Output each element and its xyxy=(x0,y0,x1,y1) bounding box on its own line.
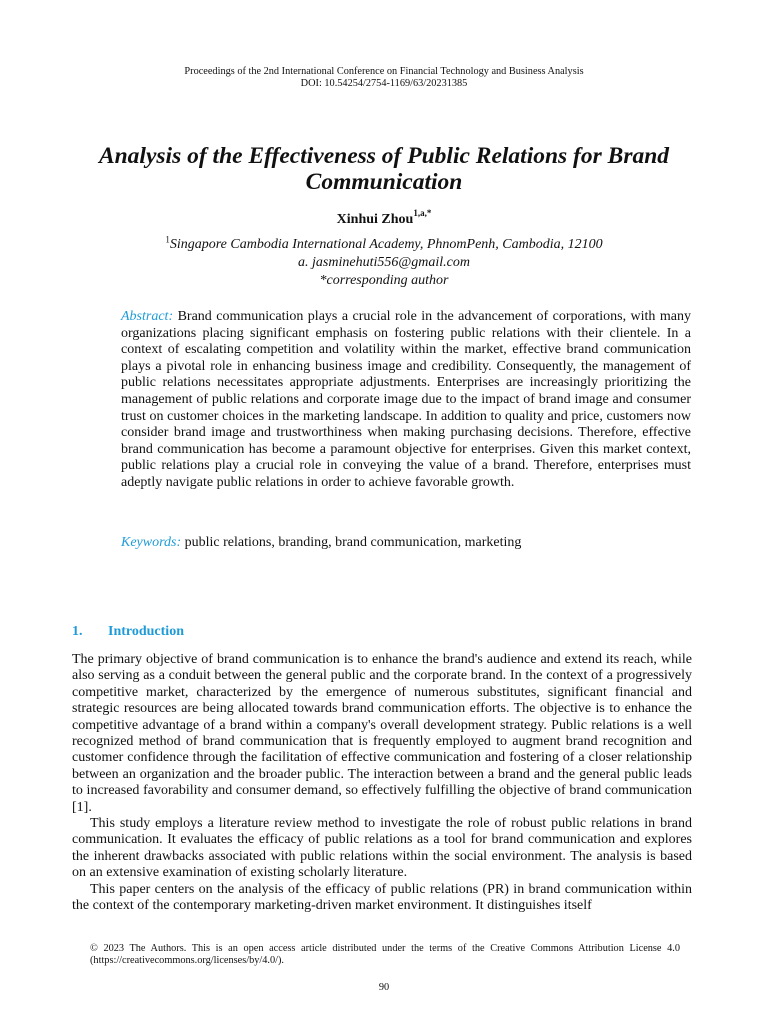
section-title: Introduction xyxy=(108,624,184,639)
abstract-text: Brand communication plays a crucial role in the advancement of corporations, with many organizations placing significant emphasis on fostering public relations with their clientele. In a context of escalating competition and volatility within the market, effective brand communication plays a pivotal role in enhancing business image and credibility. Consequently, the management of public relations necessitates appropriate adjustments. Enterprises are increasingly prioritizing the management of public relations and corporate image due to the impact of brand image and consumer trust on customer choices in the marketing landscape. In addition to quality and price, customers now consider brand image and trustworthiness when making purchasing decisions. Therefore, effective brand communication has become a paramount objective for enterprises. Given this market context, public relations play a crucial role in conveying the value of a brand. Therefore, enterprises must adeptly navigate public relations in order to achieve favorable growth. xyxy=(121,309,691,490)
section-body xyxy=(72,652,692,915)
author-email: a. jasminehuti556@gmail.com xyxy=(298,255,470,270)
paragraph: This study employs a literature review method to investigate the role of robust public relations in brand communication. It evaluates the efficacy of public relations as a tool for brand communication and explores the inherent drawbacks associated with public relations within the social environment. The analysis is based on an extensive examination of existing scholarly literature. xyxy=(72,816,692,881)
affiliation-superscript: 1 xyxy=(165,234,170,245)
author-superscript: 1,a,* xyxy=(413,208,432,219)
license-notice: © 2023 The Authors. This is an open access article distributed under the terms of the Creative Commons Attribution License 4.0 (https://creativecommons.org/licenses/by/4.0/). xyxy=(90,943,680,966)
author-line xyxy=(0,208,768,228)
paragraph: This paper centers on the analysis of the efficacy of public relations (PR) in brand communication within the context of the contemporary marketing-driven market environment. It distinguishes itself xyxy=(72,881,692,914)
paragraph: The primary objective of brand communication is to enhance the brand's audience and extend its reach, while also serving as a conduit between the general public and the corporate brand. In the context of a progressively competitive market, characterized by the emergence of numerous substitutes, significant financial and strategic resources are being allocated towards brand communication efforts. The objective is to enhance the competitive advantage of a brand within a company's overall development strategy. Public relations is a well recognized method of brand communication that is frequently employed to augment brand recognition and customer confidence through the facilitation of effective communication and fostering of a closer relationship between an organization and the broader public. The interaction between a brand and the general public leads to increased favorability and consumer demand, so effectively fulfilling the objective of brand communication [1]. xyxy=(72,652,692,815)
abstract-label: Abstract: xyxy=(121,309,174,324)
section-number: 1. xyxy=(72,624,83,639)
institution-text: Singapore Cambodia International Academy, PhnomPenh, Cambodia, 12100 xyxy=(169,237,603,252)
proceedings-line: Proceedings of the 2nd International Conference on Financial Technology and Business Analysis xyxy=(184,66,584,77)
keywords-label: Keywords: xyxy=(121,535,182,550)
corresponding-note: *corresponding author xyxy=(319,273,449,288)
affiliation-institution xyxy=(0,236,768,254)
page-number: 90 xyxy=(378,982,390,993)
keywords xyxy=(121,534,691,551)
running-header xyxy=(0,66,768,90)
paper-title: Analysis of the Effectiveness of Public Relations for Brand Communication xyxy=(98,143,670,195)
keywords-text: public relations, branding, brand communication, marketing xyxy=(184,535,522,550)
affiliation-block xyxy=(0,236,768,290)
abstract xyxy=(121,309,691,492)
doi-line: DOI: 10.54254/2754-1169/63/20231385 xyxy=(300,78,468,89)
author-name: Xinhui Zhou xyxy=(336,212,414,227)
section-heading xyxy=(72,623,184,640)
